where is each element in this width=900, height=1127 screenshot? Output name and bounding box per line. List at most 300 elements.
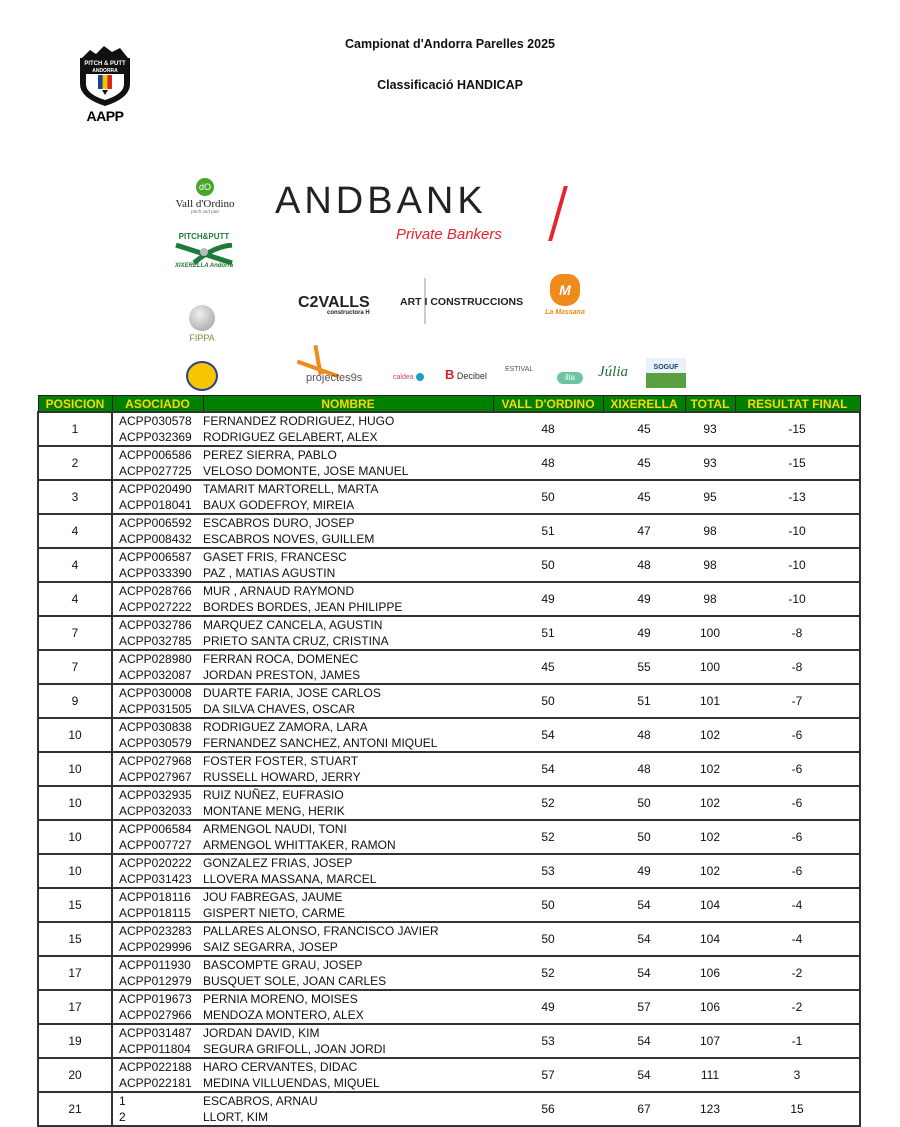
andbank-logo: ANDBANK bbox=[275, 180, 487, 222]
player-name: DA SILVA CHAVES, OSCAR bbox=[203, 702, 356, 716]
position-cell: 21 bbox=[38, 1092, 112, 1126]
member-id: ACPP022181 bbox=[119, 1076, 192, 1090]
final-result: -6 bbox=[735, 820, 860, 854]
member-id: ACPP032369 bbox=[119, 430, 192, 444]
vall-dordino-score: 52 bbox=[541, 796, 555, 810]
projectes-name: projectes9s bbox=[306, 372, 363, 384]
vall-dordino-score: 51 bbox=[541, 626, 555, 640]
member-id: ACPP032785 bbox=[119, 634, 192, 648]
member-id: ACPP011804 bbox=[119, 1042, 191, 1056]
xixerella-score: 49 bbox=[637, 864, 651, 878]
table-row bbox=[38, 548, 860, 582]
golf-clubs-icon bbox=[172, 243, 236, 265]
position-cell: 10 bbox=[38, 820, 112, 854]
player-names-cell bbox=[203, 922, 493, 956]
total-score: 102 bbox=[699, 864, 721, 878]
estival-logo: ESTIVAL bbox=[505, 366, 534, 373]
player-names-cell bbox=[203, 854, 493, 888]
member-id: ACPP032935 bbox=[119, 788, 192, 802]
final-result: 3 bbox=[735, 1058, 860, 1092]
member-ids-cell bbox=[112, 1092, 203, 1126]
xixerella-score: 67 bbox=[637, 1102, 651, 1116]
cevalls-name: C2VALLS bbox=[298, 294, 370, 311]
table-row bbox=[38, 480, 860, 514]
member-ids-cell bbox=[112, 990, 203, 1024]
member-ids-cell bbox=[112, 582, 203, 616]
player-names-cell bbox=[203, 752, 493, 786]
xixerella-score: 49 bbox=[637, 626, 651, 640]
table-row bbox=[38, 684, 860, 718]
player-name: GASET FRIS, FRANCESC bbox=[203, 550, 347, 564]
final-result: -13 bbox=[735, 480, 860, 514]
player-name: PRIETO SANTA CRUZ, CRISTINA bbox=[203, 634, 389, 648]
position-cell: 9 bbox=[38, 684, 112, 718]
member-ids-cell bbox=[112, 480, 203, 514]
table-row bbox=[38, 820, 860, 854]
total-score: 98 bbox=[703, 524, 717, 538]
total-score: 100 bbox=[699, 626, 721, 640]
final-result: -10 bbox=[735, 582, 860, 616]
vall-dordino-score: 48 bbox=[541, 422, 555, 436]
member-id: ACPP031505 bbox=[119, 702, 192, 716]
total-score: 101 bbox=[699, 694, 721, 708]
xixerella-score: 54 bbox=[637, 932, 651, 946]
total-score: 98 bbox=[703, 558, 717, 572]
table-row bbox=[38, 582, 860, 616]
table-row bbox=[38, 956, 860, 990]
position-cell: 15 bbox=[38, 888, 112, 922]
xixerella-score: 47 bbox=[637, 524, 651, 538]
vall-dordino-score: 52 bbox=[541, 966, 555, 980]
player-name: JOU FABREGAS, JAUME bbox=[203, 890, 343, 904]
xixerella-score: 54 bbox=[637, 898, 651, 912]
col-resultat-final: RESULTAT FINAL bbox=[735, 396, 860, 413]
final-result: -10 bbox=[735, 514, 860, 548]
table-body bbox=[38, 412, 860, 1126]
andbank-subtitle: Private Bankers bbox=[396, 226, 502, 243]
final-result: -2 bbox=[735, 956, 860, 990]
player-name: HARO CERVANTES, DIDAC bbox=[203, 1060, 358, 1074]
player-name: DUARTE FARIA, JOSE CARLOS bbox=[203, 686, 381, 700]
member-id: ACPP006587 bbox=[119, 550, 192, 564]
position-cell: 17 bbox=[38, 956, 112, 990]
member-ids-cell bbox=[112, 854, 203, 888]
player-names-cell bbox=[203, 548, 493, 582]
col-total: TOTAL bbox=[685, 396, 735, 413]
member-id: ACPP006584 bbox=[119, 822, 192, 836]
member-id: ACPP032786 bbox=[119, 618, 192, 632]
vall-dordino-mark: dO bbox=[196, 178, 214, 196]
final-result: -7 bbox=[735, 684, 860, 718]
caldea-logo bbox=[393, 373, 424, 381]
position-cell: 4 bbox=[38, 514, 112, 548]
vall-dordino-score: 49 bbox=[541, 1000, 555, 1014]
member-id: ACPP020490 bbox=[119, 482, 192, 496]
total-score: 123 bbox=[699, 1102, 721, 1116]
table-row bbox=[38, 888, 860, 922]
member-id: ACPP011930 bbox=[119, 958, 191, 972]
position-cell: 1 bbox=[38, 412, 112, 446]
aapp-logo-top-text: PITCH & PUTT bbox=[84, 61, 126, 67]
player-name: MUR , ARNAUD RAYMOND bbox=[203, 584, 355, 598]
vall-dordino-score: 48 bbox=[541, 456, 555, 470]
vall-dordino-score: 54 bbox=[541, 762, 555, 776]
member-ids-cell bbox=[112, 718, 203, 752]
player-name: ESCABROS DURO, JOSEP bbox=[203, 516, 355, 530]
player-name: FERRAN ROCA, DOMENEC bbox=[203, 652, 359, 666]
col-xixerella: XIXERELLA bbox=[603, 396, 685, 413]
col-nombre: NOMBRE bbox=[203, 396, 493, 413]
xixerella-bottom: XIXERELLA Andorra bbox=[174, 263, 234, 269]
table-row bbox=[38, 786, 860, 820]
member-ids-cell bbox=[112, 922, 203, 956]
table-row bbox=[38, 1058, 860, 1092]
federation-emblem-icon bbox=[186, 361, 218, 391]
player-name: GONZALEZ FRIAS, JOSEP bbox=[203, 856, 353, 870]
player-name: ESCABROS, ARNAU bbox=[203, 1094, 318, 1108]
xixerella-score: 45 bbox=[637, 422, 651, 436]
total-score: 102 bbox=[699, 796, 721, 810]
aapp-logo-mid-text: ANDORRA bbox=[92, 68, 118, 74]
position-cell: 15 bbox=[38, 922, 112, 956]
member-id: ACPP030838 bbox=[119, 720, 192, 734]
member-id: ACPP027967 bbox=[119, 770, 192, 784]
player-name: FOSTER FOSTER, STUART bbox=[203, 754, 359, 768]
xixerella-score: 51 bbox=[637, 694, 651, 708]
member-id: ACPP027725 bbox=[119, 464, 192, 478]
player-names-cell bbox=[203, 514, 493, 548]
member-id: ACPP027222 bbox=[119, 600, 192, 614]
total-score: 106 bbox=[699, 1000, 721, 1014]
final-result: -8 bbox=[735, 616, 860, 650]
globe-icon bbox=[189, 305, 215, 331]
vall-dordino-score: 50 bbox=[541, 558, 555, 572]
member-ids-cell bbox=[112, 888, 203, 922]
final-result: -1 bbox=[735, 1024, 860, 1058]
final-result: -6 bbox=[735, 786, 860, 820]
xixerella-score: 48 bbox=[637, 728, 651, 742]
vall-dordino-score: 57 bbox=[541, 1068, 555, 1082]
xixerella-score: 55 bbox=[637, 660, 651, 674]
xixerella-score: 54 bbox=[637, 1034, 651, 1048]
member-id: ACPP008432 bbox=[119, 532, 192, 546]
member-id: ACPP012979 bbox=[119, 974, 192, 988]
final-result: -4 bbox=[735, 888, 860, 922]
xixerella-score: 45 bbox=[637, 490, 651, 504]
fippa-name: FIPPA bbox=[189, 333, 215, 343]
vall-dordino-score: 51 bbox=[541, 524, 555, 538]
player-names-cell bbox=[203, 446, 493, 480]
table-header-row bbox=[38, 396, 860, 413]
vall-dordino-score: 53 bbox=[541, 1034, 555, 1048]
player-name: SAIZ SEGARRA, JOSEP bbox=[203, 940, 338, 954]
vall-dordino-score: 50 bbox=[541, 490, 555, 504]
player-name: FERNANDEZ SANCHEZ, ANTONI MIQUEL bbox=[203, 736, 438, 750]
total-score: 93 bbox=[703, 422, 717, 436]
member-ids-cell bbox=[112, 548, 203, 582]
xixerella-top: PITCH&PUTT bbox=[178, 232, 230, 241]
table-row bbox=[38, 1024, 860, 1058]
soguf-logo: SOGUF bbox=[646, 358, 686, 388]
col-vall-dordino: VALL D'ORDINO bbox=[493, 396, 603, 413]
member-ids-cell bbox=[112, 684, 203, 718]
position-cell: 10 bbox=[38, 854, 112, 888]
art-construccions-logo: ART I CONSTRUCCIONS bbox=[400, 296, 524, 308]
vall-dordino-score: 54 bbox=[541, 728, 555, 742]
total-score: 106 bbox=[699, 966, 721, 980]
final-result: -15 bbox=[735, 446, 860, 480]
total-score: 104 bbox=[699, 898, 721, 912]
member-id: ACPP027968 bbox=[119, 754, 192, 768]
total-score: 95 bbox=[703, 490, 717, 504]
member-ids-cell bbox=[112, 446, 203, 480]
member-id: ACPP007727 bbox=[119, 838, 192, 852]
position-cell: 17 bbox=[38, 990, 112, 1024]
vall-dordino-logo bbox=[170, 178, 240, 215]
member-ids-cell bbox=[112, 412, 203, 446]
player-name: BASCOMPTE GRAU, JOSEP bbox=[203, 958, 363, 972]
col-posicion: POSICION bbox=[38, 396, 112, 413]
member-id: ACPP006592 bbox=[119, 516, 192, 530]
vall-dordino-score: 45 bbox=[541, 660, 555, 674]
position-cell: 10 bbox=[38, 786, 112, 820]
aapp-logo-label: AAPP bbox=[86, 108, 124, 124]
player-name: SEGURA GRIFOLL, JOAN JORDI bbox=[203, 1042, 386, 1056]
player-name: ESCABROS NOVES, GUILLEM bbox=[203, 532, 375, 546]
xixerella-score: 48 bbox=[637, 762, 651, 776]
vall-dordino-name: Vall d'Ordino bbox=[175, 198, 235, 210]
table-row bbox=[38, 854, 860, 888]
decibel-logo bbox=[445, 367, 487, 382]
player-name: PEREZ SIERRA, PABLO bbox=[203, 448, 337, 462]
total-score: 102 bbox=[699, 728, 721, 742]
shield-icon bbox=[74, 44, 136, 108]
player-name: RUIZ NUÑEZ, EUFRASIO bbox=[203, 788, 344, 802]
table-row bbox=[38, 922, 860, 956]
player-name: ARMENGOL WHITTAKER, RAMON bbox=[203, 838, 396, 852]
member-id: ACPP030579 bbox=[119, 736, 192, 750]
member-ids-cell bbox=[112, 650, 203, 684]
final-result: -4 bbox=[735, 922, 860, 956]
player-names-cell bbox=[203, 1058, 493, 1092]
total-score: 98 bbox=[703, 592, 717, 606]
document-subtitle: Classificació HANDICAP bbox=[377, 78, 523, 92]
player-name: JORDAN PRESTON, JAMES bbox=[203, 668, 361, 682]
member-id: ACPP028980 bbox=[119, 652, 192, 666]
member-id: ACPP022188 bbox=[119, 1060, 192, 1074]
member-id: ACPP033390 bbox=[119, 566, 192, 580]
member-id: ACPP019673 bbox=[119, 992, 192, 1006]
vall-dordino-score: 53 bbox=[541, 864, 555, 878]
member-ids-cell bbox=[112, 752, 203, 786]
member-id: 1 bbox=[119, 1094, 126, 1108]
player-names-cell bbox=[203, 650, 493, 684]
player-name: LLOVERA MASSANA, MARCEL bbox=[203, 872, 377, 886]
vall-dordino-score: 56 bbox=[541, 1102, 555, 1116]
caldea-name: caldea bbox=[393, 373, 414, 381]
la-massana-mark: M bbox=[550, 274, 580, 306]
caldea-dot-icon bbox=[416, 373, 424, 381]
member-id: ACPP028766 bbox=[119, 584, 192, 598]
julia-logo: Júlia bbox=[598, 364, 628, 380]
xixerella-score: 57 bbox=[637, 1000, 651, 1014]
total-score: 111 bbox=[700, 1068, 720, 1082]
player-name: RUSSELL HOWARD, JERRY bbox=[203, 770, 361, 784]
table-row bbox=[38, 446, 860, 480]
member-id: ACPP018115 bbox=[119, 906, 191, 920]
xixerella-score: 54 bbox=[637, 1068, 651, 1082]
member-id: ACPP020222 bbox=[119, 856, 192, 870]
final-result: -2 bbox=[735, 990, 860, 1024]
player-names-cell bbox=[203, 956, 493, 990]
position-cell: 2 bbox=[38, 446, 112, 480]
table-row bbox=[38, 752, 860, 786]
final-result: -15 bbox=[735, 412, 860, 446]
table-row bbox=[38, 1092, 860, 1126]
member-id: ACPP030578 bbox=[119, 414, 192, 428]
ranking-table bbox=[37, 395, 861, 1127]
member-id: ACPP018116 bbox=[119, 890, 191, 904]
total-score: 107 bbox=[699, 1034, 721, 1048]
aapp-logo bbox=[74, 44, 136, 126]
table-row bbox=[38, 514, 860, 548]
position-cell: 7 bbox=[38, 616, 112, 650]
player-name: MEDINA VILLUENDAS, MIQUEL bbox=[203, 1076, 380, 1090]
member-id: ACPP029996 bbox=[119, 940, 192, 954]
player-names-cell bbox=[203, 412, 493, 446]
player-name: JORDAN DAVID, KIM bbox=[203, 1026, 320, 1040]
cevalls-sub: constructora H bbox=[327, 310, 370, 316]
position-cell: 10 bbox=[38, 718, 112, 752]
col-asociado: ASOCIADO bbox=[112, 396, 203, 413]
member-ids-cell bbox=[112, 616, 203, 650]
table-row bbox=[38, 412, 860, 446]
table-row bbox=[38, 718, 860, 752]
player-names-cell bbox=[203, 718, 493, 752]
final-result: -6 bbox=[735, 752, 860, 786]
vall-dordino-sub: pitch and putt bbox=[191, 210, 219, 215]
xixerella-score: 49 bbox=[637, 592, 651, 606]
member-ids-cell bbox=[112, 956, 203, 990]
table-row bbox=[38, 650, 860, 684]
vall-dordino-score: 50 bbox=[541, 694, 555, 708]
member-ids-cell bbox=[112, 1024, 203, 1058]
xixerella-score: 50 bbox=[637, 830, 651, 844]
player-name: BAUX GODEFROY, MIREIA bbox=[203, 498, 355, 512]
vall-dordino-score: 49 bbox=[541, 592, 555, 606]
player-name: RODRIGUEZ ZAMORA, LARA bbox=[203, 720, 368, 734]
player-names-cell bbox=[203, 990, 493, 1024]
member-id: ACPP032033 bbox=[119, 804, 192, 818]
final-result: -6 bbox=[735, 854, 860, 888]
member-id: ACPP032087 bbox=[119, 668, 192, 682]
player-name: PALLARES ALONSO, FRANCISCO JAVIER bbox=[203, 924, 439, 938]
player-name: MONTANE MENG, HERIK bbox=[203, 804, 345, 818]
player-name: BORDES BORDES, JEAN PHILIPPE bbox=[203, 600, 403, 614]
xixerella-score: 54 bbox=[637, 966, 651, 980]
position-cell: 3 bbox=[38, 480, 112, 514]
illa-logo: illa bbox=[557, 372, 583, 384]
player-names-cell bbox=[203, 1024, 493, 1058]
player-name: TAMARIT MARTORELL, MARTA bbox=[203, 482, 379, 496]
member-id: ACPP031423 bbox=[119, 872, 192, 886]
decibel-name: Decibel bbox=[456, 371, 487, 381]
player-name: GISPERT NIETO, CARME bbox=[203, 906, 346, 920]
position-cell: 20 bbox=[38, 1058, 112, 1092]
xixerella-score: 45 bbox=[637, 456, 651, 470]
member-id: ACPP027966 bbox=[119, 1008, 192, 1022]
fippa-logo bbox=[180, 305, 224, 343]
total-score: 93 bbox=[703, 456, 717, 470]
player-name: VELOSO DOMONTE, JOSE MANUEL bbox=[203, 464, 409, 478]
player-names-cell bbox=[203, 888, 493, 922]
xixerella-score: 48 bbox=[637, 558, 651, 572]
vall-dordino-score: 50 bbox=[541, 898, 555, 912]
document-title: Campionat d'Andorra Parelles 2025 bbox=[345, 37, 555, 51]
final-result: -6 bbox=[735, 718, 860, 752]
player-name: BUSQUET SOLE, JOAN CARLES bbox=[203, 974, 387, 988]
member-id: ACPP031487 bbox=[119, 1026, 192, 1040]
member-ids-cell bbox=[112, 514, 203, 548]
member-ids-cell bbox=[112, 786, 203, 820]
player-name: MARQUEZ CANCELA, AGUSTIN bbox=[203, 618, 383, 632]
table-row bbox=[38, 616, 860, 650]
player-name: MENDOZA MONTERO, ALEX bbox=[203, 1008, 364, 1022]
final-result: -10 bbox=[735, 548, 860, 582]
player-names-cell bbox=[203, 582, 493, 616]
player-names-cell bbox=[203, 1092, 493, 1126]
position-cell: 19 bbox=[38, 1024, 112, 1058]
projectes-logo bbox=[292, 345, 372, 389]
la-massana-name: La Massana bbox=[545, 309, 585, 316]
member-id: ACPP023283 bbox=[119, 924, 192, 938]
position-cell: 7 bbox=[38, 650, 112, 684]
player-names-cell bbox=[203, 616, 493, 650]
player-names-cell bbox=[203, 684, 493, 718]
player-names-cell bbox=[203, 480, 493, 514]
member-id: ACPP018041 bbox=[119, 498, 192, 512]
player-name: FERNANDEZ RODRIGUEZ, HUGO bbox=[203, 414, 395, 428]
vall-dordino-score: 52 bbox=[541, 830, 555, 844]
total-score: 102 bbox=[699, 762, 721, 776]
xixerella-logo bbox=[172, 232, 236, 269]
andbank-slash-icon bbox=[548, 186, 568, 241]
total-score: 104 bbox=[699, 932, 721, 946]
member-id: 2 bbox=[119, 1110, 126, 1124]
member-id: ACPP030008 bbox=[119, 686, 192, 700]
cevalls-logo bbox=[298, 294, 370, 316]
member-ids-cell bbox=[112, 1058, 203, 1092]
position-cell: 4 bbox=[38, 548, 112, 582]
player-name: PERNIA MORENO, MOISES bbox=[203, 992, 358, 1006]
la-massana-logo bbox=[538, 274, 592, 316]
decibel-mark: B bbox=[445, 367, 455, 382]
final-result: -8 bbox=[735, 650, 860, 684]
position-cell: 10 bbox=[38, 752, 112, 786]
member-ids-cell bbox=[112, 820, 203, 854]
player-name: RODRIGUEZ GELABERT, ALEX bbox=[203, 430, 378, 444]
total-score: 100 bbox=[699, 660, 721, 674]
xixerella-score: 50 bbox=[637, 796, 651, 810]
player-name: LLORT, KIM bbox=[203, 1110, 269, 1124]
final-result: 15 bbox=[735, 1092, 860, 1126]
total-score: 102 bbox=[699, 830, 721, 844]
player-names-cell bbox=[203, 820, 493, 854]
position-cell: 4 bbox=[38, 582, 112, 616]
player-name: PAZ , MATIAS AGUSTIN bbox=[203, 566, 336, 580]
vall-dordino-score: 50 bbox=[541, 932, 555, 946]
table-row bbox=[38, 990, 860, 1024]
